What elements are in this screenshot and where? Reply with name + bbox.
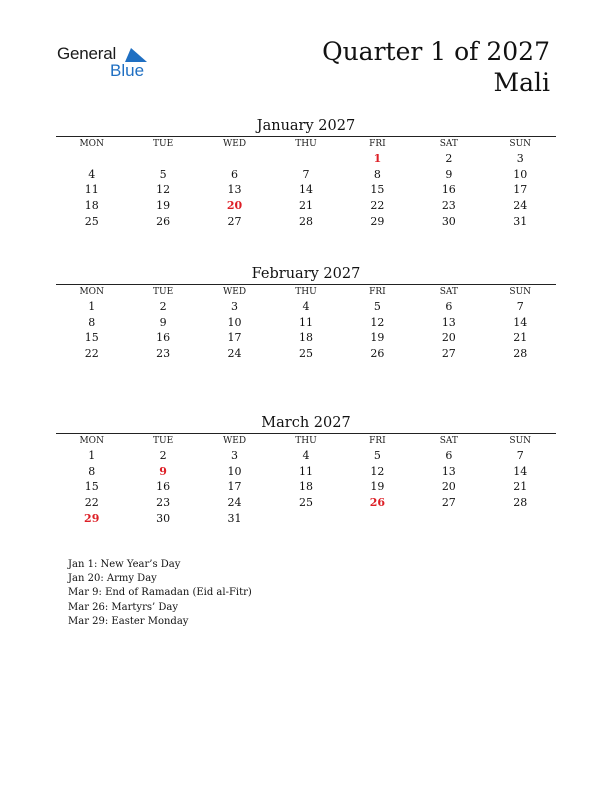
- week-row: [56, 167, 556, 183]
- logo-triangle-icon: [125, 48, 147, 62]
- day-cell: 11: [298, 464, 313, 478]
- weekday-label: MON: [79, 139, 104, 149]
- day-cell: 1: [88, 449, 96, 462]
- day-cell: 25: [298, 347, 313, 361]
- week-row: [56, 346, 556, 362]
- weekday-label: TUE: [153, 436, 174, 446]
- day-cell: 15: [84, 331, 99, 345]
- day-cell: 3: [231, 300, 239, 313]
- weekday-label: WED: [223, 139, 247, 149]
- day-cell: 25: [298, 496, 313, 510]
- weekday-label: SAT: [439, 287, 458, 297]
- day-cell: 2: [445, 152, 453, 165]
- day-cell: 31: [227, 511, 242, 525]
- day-cell: 24: [227, 347, 242, 361]
- day-cell: 17: [227, 331, 242, 345]
- day-cell: 22: [370, 199, 385, 213]
- day-cell: 22: [84, 496, 99, 510]
- day-cell: 26: [156, 214, 171, 228]
- week-row: [56, 479, 556, 495]
- day-cell: 28: [513, 347, 528, 361]
- day-cell: 21: [513, 480, 528, 494]
- week-row: [56, 214, 556, 230]
- week-row: [56, 511, 556, 527]
- week-row: [56, 448, 556, 464]
- day-cell: 16: [441, 183, 456, 197]
- logo-word-blue: Blue: [110, 61, 145, 80]
- weekday-label: MON: [79, 436, 104, 446]
- holiday-note: Mar 26: Martyrs’ Day: [68, 601, 178, 613]
- day-cell: 19: [370, 331, 385, 345]
- weekday-header: [56, 434, 556, 448]
- weekday-label: TUE: [153, 139, 174, 149]
- day-cell: 12: [156, 183, 171, 197]
- weekday-label: SAT: [439, 436, 458, 446]
- weekday-header: [56, 137, 556, 151]
- weekday-label: FRI: [369, 139, 386, 149]
- day-cell: 23: [156, 496, 171, 510]
- weekday-label: WED: [223, 287, 247, 297]
- day-cell: 28: [513, 496, 528, 510]
- weekday-label: MON: [79, 287, 104, 297]
- week-row: [56, 299, 556, 315]
- day-cell: 17: [227, 480, 242, 494]
- empty-day-cell: [127, 151, 198, 167]
- weekday-label: TUE: [153, 287, 174, 297]
- day-cell: 26: [369, 496, 386, 510]
- day-cell: 29: [84, 511, 100, 525]
- day-cell: 27: [441, 496, 456, 510]
- empty-day-cell: [270, 511, 341, 527]
- logo-word-general: General: [57, 44, 117, 63]
- week-row: [56, 198, 556, 214]
- day-cell: 19: [156, 199, 171, 213]
- day-cell: 13: [441, 464, 456, 478]
- generalblue-logo: [57, 44, 157, 82]
- day-cell: 4: [302, 300, 310, 313]
- month-title: February 2027: [251, 266, 361, 282]
- day-cell: 12: [370, 464, 385, 478]
- week-row: [56, 151, 556, 167]
- day-cell: 9: [445, 167, 453, 181]
- day-cell: 14: [513, 315, 528, 329]
- week-row: [56, 495, 556, 511]
- holiday-note: Mar 29: Easter Monday: [68, 615, 189, 627]
- day-cell: 2: [159, 300, 167, 313]
- empty-day-cell: [342, 511, 413, 527]
- day-cell: 5: [373, 300, 381, 313]
- day-cell: 25: [84, 214, 99, 228]
- day-cell: 16: [156, 331, 171, 345]
- weekday-label: THU: [295, 436, 317, 446]
- day-cell: 26: [370, 347, 385, 361]
- day-cell: 30: [156, 511, 171, 525]
- day-cell: 1: [88, 300, 96, 313]
- day-cell: 3: [231, 449, 239, 462]
- day-cell: 21: [298, 199, 313, 213]
- day-cell: 28: [298, 214, 313, 228]
- day-cell: 5: [159, 167, 167, 181]
- holiday-note: Mar 9: End of Ramadan (Eid al-Fitr): [68, 587, 252, 599]
- month-march: [56, 413, 556, 526]
- day-cell: 21: [513, 331, 528, 345]
- day-cell: 20: [226, 199, 243, 213]
- month-title: March 2027: [261, 415, 351, 431]
- day-cell: 12: [370, 315, 385, 329]
- day-cell: 11: [298, 315, 313, 329]
- day-cell: 23: [441, 199, 456, 213]
- day-cell: 7: [302, 167, 310, 181]
- empty-day-cell: [56, 151, 127, 167]
- month-title: January 2027: [256, 118, 356, 134]
- day-cell: 30: [441, 214, 456, 228]
- week-row: [56, 464, 556, 480]
- week-row: [56, 330, 556, 346]
- month-february: [56, 264, 556, 362]
- day-cell: 9: [159, 464, 167, 478]
- day-cell: 6: [445, 449, 453, 462]
- weekday-label: FRI: [369, 287, 386, 297]
- day-cell: 20: [441, 331, 456, 345]
- holiday-notes: [68, 558, 252, 629]
- empty-day-cell: [199, 151, 270, 167]
- day-cell: 24: [227, 496, 242, 510]
- day-cell: 3: [516, 152, 524, 165]
- weekday-label: SAT: [439, 139, 458, 149]
- day-cell: 27: [227, 214, 242, 228]
- day-cell: 19: [370, 480, 385, 494]
- day-cell: 9: [159, 315, 167, 329]
- week-row: [56, 182, 556, 198]
- day-cell: 31: [513, 214, 528, 228]
- day-cell: 22: [84, 347, 99, 361]
- day-cell: 10: [227, 315, 242, 329]
- holiday-note: Jan 1: New Year’s Day: [68, 559, 181, 570]
- weekday-label: THU: [295, 287, 317, 297]
- day-cell: 29: [370, 214, 385, 228]
- day-cell: 18: [298, 480, 313, 494]
- day-cell: 8: [88, 315, 96, 329]
- weekday-label: SUN: [509, 287, 532, 297]
- day-cell: 17: [513, 183, 528, 197]
- weekday-header: [56, 285, 556, 299]
- month-grid: [56, 299, 556, 362]
- day-cell: 13: [227, 183, 242, 197]
- day-cell: 15: [84, 480, 99, 494]
- day-cell: 14: [298, 183, 313, 197]
- month-january: [56, 116, 556, 229]
- day-cell: 1: [373, 152, 382, 165]
- day-cell: 16: [156, 480, 171, 494]
- day-cell: 8: [88, 464, 96, 478]
- day-cell: 8: [373, 167, 381, 181]
- week-row: [56, 315, 556, 331]
- day-cell: 2: [159, 449, 167, 462]
- day-cell: 10: [227, 464, 242, 478]
- empty-day-cell: [270, 151, 341, 167]
- day-cell: 11: [84, 183, 99, 197]
- day-cell: 23: [156, 347, 171, 361]
- day-cell: 4: [302, 449, 310, 462]
- day-cell: 18: [84, 199, 99, 213]
- weekday-label: SUN: [509, 139, 532, 149]
- page-title: Quarter 1 of 2027: [322, 37, 550, 66]
- day-cell: 14: [513, 464, 528, 478]
- holiday-note: Jan 20: Army Day: [68, 573, 157, 585]
- day-cell: 4: [88, 167, 96, 181]
- day-cell: 7: [516, 300, 524, 313]
- weekday-label: WED: [223, 436, 247, 446]
- day-cell: 10: [513, 167, 528, 181]
- day-cell: 13: [441, 315, 456, 329]
- day-cell: 6: [445, 300, 453, 313]
- day-cell: 24: [513, 199, 528, 213]
- day-cell: 15: [370, 183, 385, 197]
- day-cell: 27: [441, 347, 456, 361]
- country-name: Mali: [493, 68, 550, 97]
- empty-day-cell: [413, 511, 484, 527]
- day-cell: 6: [231, 167, 239, 181]
- day-cell: 5: [373, 449, 381, 462]
- day-cell: 20: [441, 480, 456, 494]
- day-cell: 18: [298, 331, 313, 345]
- empty-day-cell: [485, 511, 556, 527]
- day-cell: 7: [516, 449, 524, 462]
- weekday-label: SUN: [509, 436, 532, 446]
- weekday-label: FRI: [369, 436, 386, 446]
- month-grid: [56, 448, 556, 526]
- month-grid: [56, 151, 556, 229]
- weekday-label: THU: [295, 139, 317, 149]
